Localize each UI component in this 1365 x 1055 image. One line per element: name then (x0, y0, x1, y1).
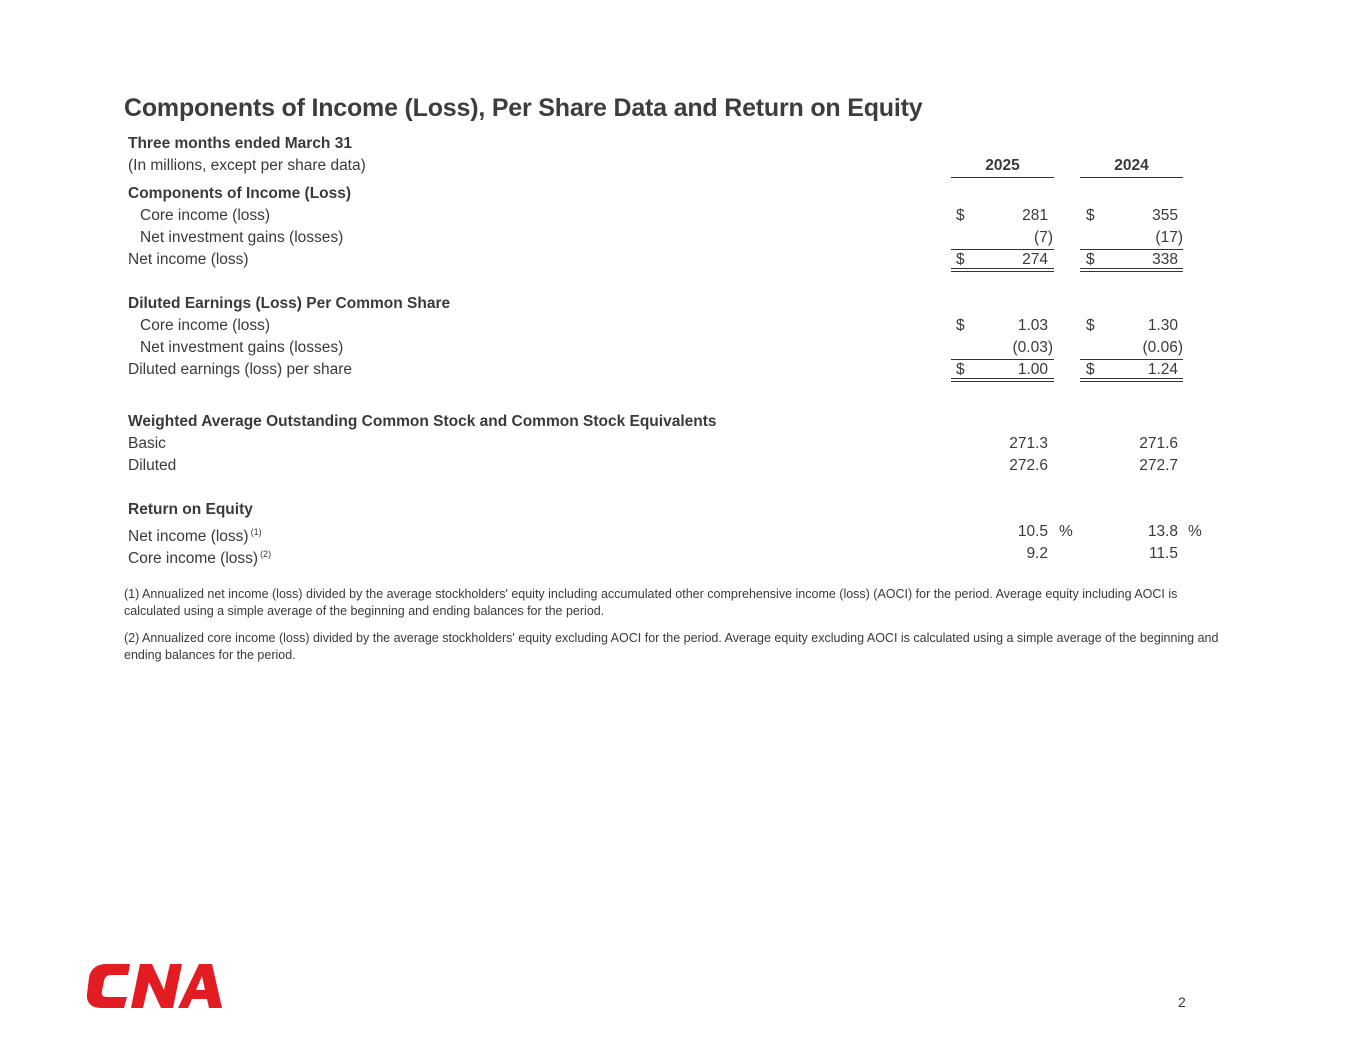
row-label: Diluted earnings (loss) per share (128, 361, 352, 378)
value-2024: (0.06) (1142, 339, 1183, 356)
value-2025: 281 (1022, 207, 1048, 224)
value-2024: 271.6 (1139, 435, 1178, 452)
double-rule (1080, 378, 1183, 379)
year-header-2025: 2025 (951, 155, 1054, 178)
value-2025: 9.2 (1026, 545, 1048, 562)
logo-mark (87, 964, 222, 1008)
footnotes (124, 586, 1224, 674)
period-row (128, 133, 1218, 155)
value-2025: (0.03) (1012, 339, 1053, 356)
table-row (128, 315, 1218, 337)
period-label: Three months ended March 31 (128, 135, 352, 152)
currency-symbol: $ (1086, 207, 1095, 224)
value-2025: 271.3 (1009, 435, 1048, 452)
value-2024: 13.8 (1147, 523, 1178, 540)
double-rule (951, 381, 1054, 382)
value-2025: 1.00 (1017, 361, 1048, 378)
section-heading (128, 411, 1218, 433)
currency-symbol: $ (1086, 361, 1095, 378)
value-2024: (17) (1155, 229, 1183, 246)
income-heading: Components of Income (Loss) (128, 185, 352, 202)
roe-heading: Return on Equity (128, 501, 253, 518)
value-2024: 11.5 (1148, 545, 1178, 562)
section-heading (128, 183, 1218, 205)
value-2024: 338 (1152, 251, 1178, 268)
currency-symbol: $ (956, 317, 965, 334)
currency-symbol: $ (956, 251, 965, 268)
double-rule (951, 378, 1054, 379)
double-rule (951, 268, 1054, 269)
footnote-1: (1) Annualized net income (loss) divided by the average stockholders' equity including accumulated other comprehensive income (loss) (AOCI) for the period. Average equity including AOCI is calculated using a simple average of the beginning and ending balances for the period. (124, 587, 1178, 618)
percent-symbol: % (1059, 523, 1073, 540)
value-2024: 355 (1152, 207, 1178, 224)
table-row (128, 455, 1218, 477)
double-rule (1080, 268, 1183, 269)
row-label: Net income (loss) (128, 251, 249, 268)
double-rule (1080, 271, 1183, 272)
currency-symbol: $ (956, 207, 965, 224)
currency-symbol: $ (1086, 317, 1095, 334)
value-2024: 1.30 (1147, 317, 1178, 334)
financial-table (128, 133, 1218, 565)
header-row (128, 155, 1218, 177)
total-row (128, 249, 1218, 271)
table-row (128, 227, 1218, 249)
total-row (128, 359, 1218, 381)
units-label: (In millions, except per share data) (128, 157, 366, 174)
table-row (128, 433, 1218, 455)
eps-heading: Diluted Earnings (Loss) Per Common Share (128, 295, 451, 312)
year-header-2024: 2024 (1080, 155, 1183, 178)
table-row (128, 205, 1218, 227)
row-label: Core income (loss) (140, 317, 271, 334)
double-rule (1080, 381, 1183, 382)
value-2025: 272.6 (1009, 457, 1048, 474)
percent-symbol: % (1188, 523, 1202, 540)
footnote-2: (2) Annualized core income (loss) divided by the average stockholders' equity excluding AOCI for the period. Average equity excluding AOCI is calculated using a simple average of the beginning and ending balances for the period. (124, 631, 1219, 662)
cna-logo (86, 962, 224, 1010)
row-label: Basic (128, 435, 166, 452)
row-label (128, 543, 271, 570)
section-heading (128, 293, 1218, 315)
row-label: Diluted (128, 457, 177, 474)
value-2025: 10.5 (1017, 523, 1048, 540)
section-heading (128, 499, 1218, 521)
table-row (128, 337, 1218, 359)
currency-symbol: $ (1086, 251, 1095, 268)
row-label: Net investment gains (losses) (140, 229, 344, 246)
page-title: Components of Income (Loss), Per Share Data and Return on Equity (124, 94, 923, 122)
row-label-text: Net income (loss) (128, 528, 249, 545)
shares-heading: Weighted Average Outstanding Common Stock and Common Stock Equivalents (128, 413, 717, 430)
value-2025: (7) (1034, 229, 1053, 246)
value-2025: 274 (1022, 251, 1048, 268)
double-rule (951, 271, 1054, 272)
table-row (128, 543, 1218, 565)
page-number: 2 (1178, 994, 1186, 1010)
row-label-text: Core income (loss) (128, 550, 259, 567)
row-label: Core income (loss) (140, 207, 271, 224)
footnote-ref: (1) (250, 527, 262, 537)
value-2024: 1.24 (1147, 361, 1178, 378)
value-2025: 1.03 (1017, 317, 1048, 334)
row-label: Net investment gains (losses) (140, 339, 344, 356)
value-2024: 272.7 (1139, 457, 1178, 474)
footnote-ref: (2) (260, 549, 272, 559)
table-row (128, 521, 1218, 543)
currency-symbol: $ (956, 361, 965, 378)
